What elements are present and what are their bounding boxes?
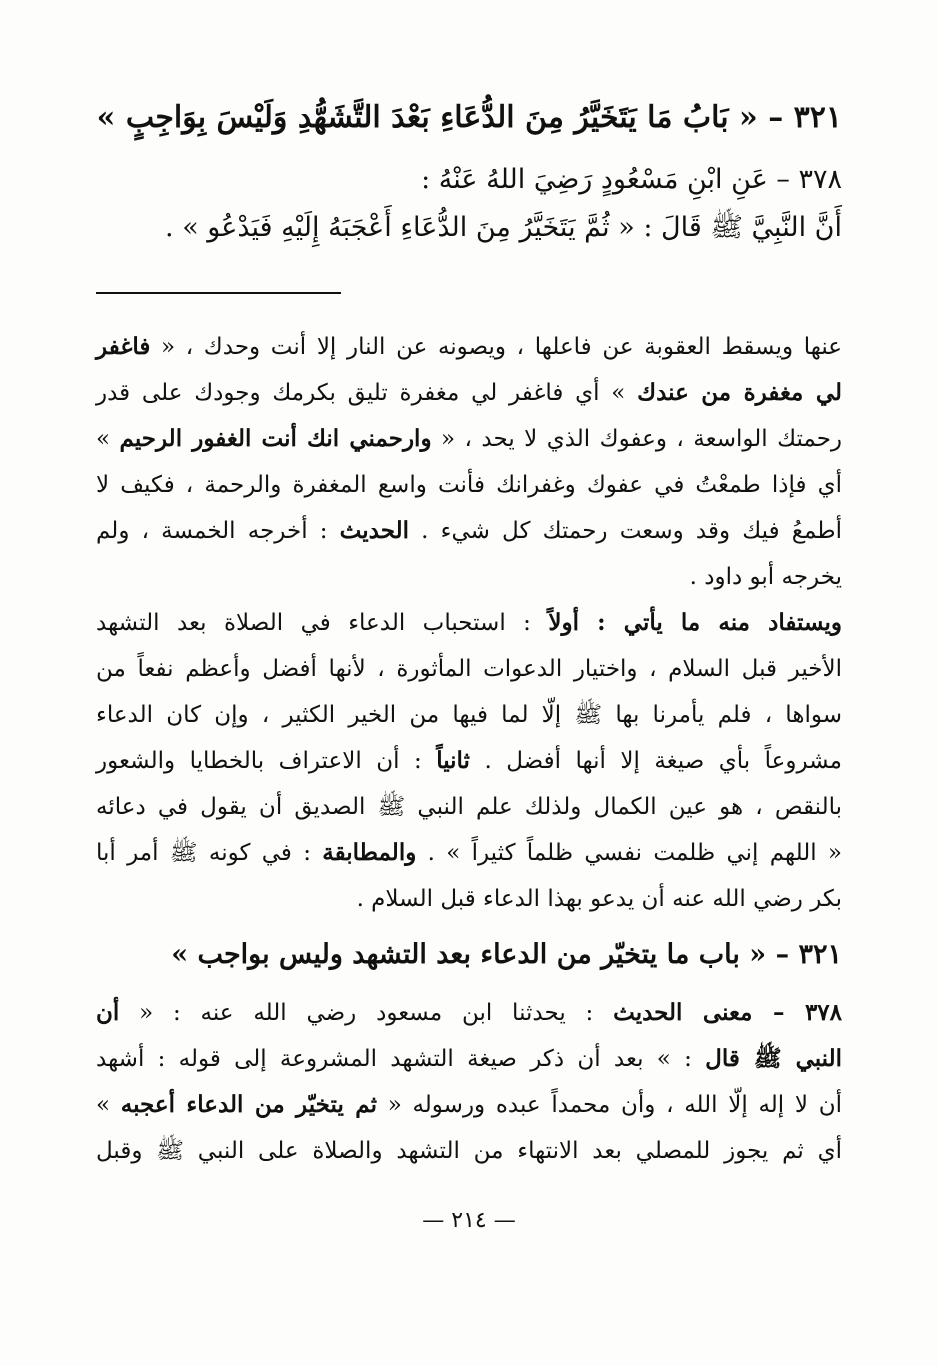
meaning-line [96,990,842,1036]
benefits-line: الأخير قبل السلام ، واختيار الدعوات المأثورة ، لأنها أفضل وأعظم نفعاً من [96,656,842,682]
benefits-line: بالنقص ، هو عين الكمال ولذلك علم النبي ﷺ الصديق أن يقول في دعائه [96,794,843,820]
bold-term: ويستفاد منه ما يأتي : أولاً [548,609,842,636]
text-run: : يحدثنا ابن مسعود رضي الله عنه : « [139,1000,594,1026]
commentary-line: أي فإذا طمعْتُ في عفوك وغفرانك فأنت واسع المغفرة والرحمة ، فكيف لا [96,472,842,498]
text-run: : » بعد أن ذكر صيغة التشهد المشروعة إلى قوله : أشهد [96,1046,692,1072]
benefits-line [96,830,842,876]
text-run: » [96,426,111,452]
text-run: « اللهم إني ظلمت نفسي ظلماً كثيراً » . [427,840,843,866]
hadith-narrator-line: ٣٧٨ – عَنِ ابْنِ مَسْعُودٍ رَضِيَ اللهُ عَنْهُ : [421,164,842,195]
commentary-block [96,324,842,600]
benefits-line: بكر رضي الله عنه أن يدعو بهذا الدعاء قبل السلام . [356,886,842,912]
commentary-line [96,324,842,370]
bold-term: ثانياً [436,747,470,774]
meaning-line: أي ثم يجوز للمصلي بعد الانتهاء من التشهد والصلاة على النبي ﷺ وقبل [96,1138,842,1164]
text-run: » أي فاغفر لي مغفرة تليق بكرمك وجودك على قدر [96,380,626,406]
text-run: عنها ويسقط العقوبة عن فاعلها ، ويصونه عن النار إلا أنت وحدك ، « [161,334,842,360]
meaning-block [96,990,842,1174]
hadith-text-line: أَنَّ النَّبِيَّ ﷺ قَالَ : « ثُمَّ يَتَخَيَّرُ مِنَ الدُّعَاءِ أَعْجَبَهُ إِلَيْهِ فَيَدْعُو » . [165,212,842,243]
meaning-line [96,1082,842,1128]
bold-term: وارحمني انك أنت الغفور الرحيم [119,425,432,452]
text-run: أن لا إله إلّا الله ، وأن محمداً عبده ورسوله « [387,1092,842,1118]
benefits-line [96,600,842,646]
meaning-line [96,1036,842,1082]
commentary-line [96,416,842,462]
divider-line [96,292,341,294]
benefits-block [96,600,842,922]
bold-term: أن [96,999,120,1026]
commentary-line [96,508,842,554]
bold-term: ثم يتخيّر من الدعاء أعجبه [120,1091,377,1118]
footnote-divider [96,292,842,294]
hadith-chapter-heading: ٣٢١ – « بَابُ مَا يَتَخَيَّرُ مِنَ الدُّعَاءِ بَعْدَ التَّشَهُّدِ وَلَيْسَ بِوَاجِبٍ » [96,100,842,135]
text-run: : استحباب الدعاء في الصلاة بعد التشهد [96,610,531,636]
bold-term: الحديث [339,517,409,544]
text-run: : أخرجه الخمسة ، ولم [96,518,328,544]
commentary-line [96,370,842,416]
bold-term: لي مغفرة من عندك [637,379,843,406]
benefits-line: سواها ، فلم يأمرنا بها ﷺ إلّا لما فيها من الخير الكثير ، وإن كان الدعاء [96,702,842,728]
text-run: : في كونه ﷺ أمر أبا [96,840,311,866]
benefits-line [96,738,842,784]
section-heading: ٣٢١ – « باب ما يتخيّر من الدعاء بعد التشهد وليس بواجب » [171,939,842,970]
bold-term: النبي ﷺ قال [705,1045,843,1072]
bold-term: ٣٧٨ – معنى الحديث [613,999,843,1026]
page-number: — ٢١٤ — [422,1208,516,1233]
text-run: رحمتك الواسعة ، وعفوك الذي لا يحد ، « [441,426,843,452]
text-run: مشروعاً بأي صيغة إلا أنها أفضل . [484,748,842,774]
commentary-line: يخرجه أبو داود . [689,564,842,590]
bold-term: فاغفر [96,333,151,360]
text-run: » [96,1092,111,1118]
bold-term: والمطابقة [322,839,417,866]
text-run: : أن الاعتراف بالخطايا والشعور [96,748,422,774]
text-run: أطمعُ فيك وقد وسعت رحمتك كل شيء . [421,518,842,544]
